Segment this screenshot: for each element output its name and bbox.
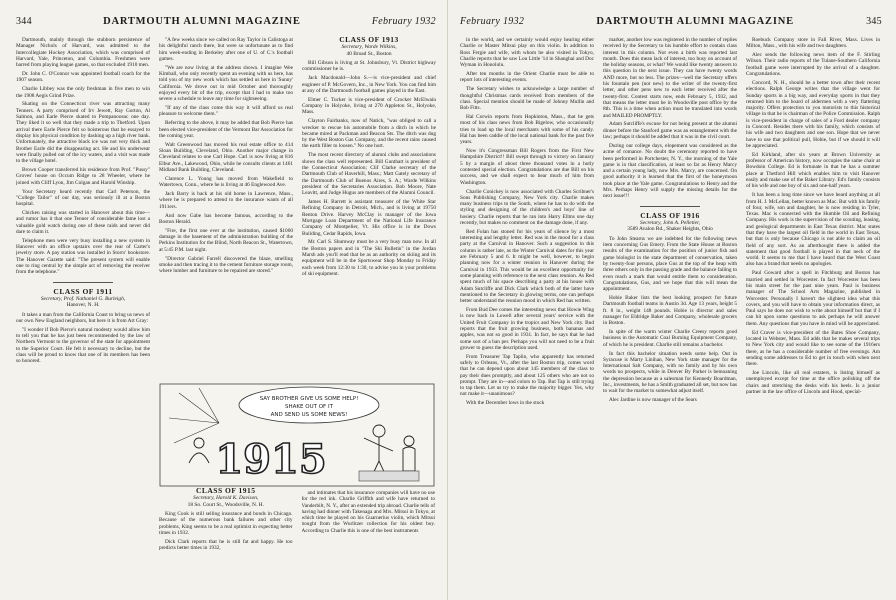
class-1915-cartoon [159,383,435,487]
paragraph: Jack Barry is back at his old home in Lawrence, Mass., where he is prepared to attend to the insurance wants of all 1911ers. [159,191,293,210]
paragraph: Ed Kirkland, after six years at Brown University as professor of American history, now occupies the same chair at Bowdoin College. Ed is fortunate in that he has a summer place at Thetford Hill which enables him to visit Hanover easily and make use of the Baker Library. Ed's family consists of his wife and one boy of six and one-half years. [746,151,880,190]
paragraph: Jack Macdonald—John S.—is vice-president and chief engineer of P. McGovern, Inc., in New York. You can find him at any of the Dartmouth football games played in the East. [302,75,436,94]
paragraph: Charlie Libbey was the only freshman in five men to win the 1908 Aegis Grind Prize. [16,86,150,99]
paragraph: Chicken raising was started in Hanover about this time—and rumor has it that one Tenner of considerable fame lost a valuable gold watch during one of these raids and never did dare to claim it. [16,209,150,235]
page-number: 345 [866,16,882,27]
paragraph: From Bud Dee comes the interesting news that Howie Wing is now back in Lowell after several years' service with the United Fruit Company in the tropics and New York city. Bud reports that the fruit growing business, both bananas and apples, was not so good in 1931. In fact, he says that he had some sort of a ban per. Perhaps you will not need to be a fruit grower to guess the description used. [460,307,594,351]
paragraph: During our college days, elopement was considered as the acme of romance. No doubt the ceremony reported to have been performed in Portchester, N. Y., the morning of the Yale game is in that classification, at least so far as Henry Marcy and a certain young lady, now Mrs. Marcy, are concerned. On good authority it is learned that the first of the honeymoon took place at the Yale game. Congratulations to Henry and the Mrs. Perhaps Henry will supply the missing details for the next issue!!! [603,142,737,200]
paragraph: in the world, and we certainly would enjoy hearing either Charlie or Master Mitsui play on this violin. In addition to Ross Fergie and wife, with whom he also visited in Tokyo, Charlie reports that he saw Lou Little '14 in Shanghai and Doc Wyman in Honolulu. [460,37,594,69]
paragraph: "Fire, the first one ever at the institution, caused $1000 damage in the basement of the administration building of the Perkins Institution for the Blind, North Beacon St., Watertown, at 5:45 P.M. last night. [159,227,293,253]
class-address: Hanover, N. H. [66,302,100,309]
right-column-1 [460,37,594,597]
paragraph: To John Stearns we are indebted for the following news item concerning Gus Emery. From the State House at Boston results of the examination for the position of junior fish and game biologist in the state department of conservation, taken by twenty-four persons, place Gus at the top of the heap with three others only in the passing grade and the balance failing to even reach a mark that would entitle them to consideration. Congratulations, Gus, and we hope that this will mean the appointment. [603,235,737,293]
paragraph: Adam Sutcliffe's excuse for not being present at the alumni dinner before the Stanford game was an entanglement with the law; perhaps it should be added that it was in the civil court. [603,121,737,141]
class-secretary: Secretary, Prof. Nathaniel G. Burleigh, [40,295,126,302]
magazine-title: DARTMOUTH ALUMNI MAGAZINE [103,16,301,27]
paragraph: Charlie Conickey is now associated with Charles Scribner's Sons Publishing Company, New York city. Charlie makes many business trips to the South, where he has to do with the styling and designing of the children's and boys' line of hosiery. Charlie reports that he ran into Harry Ellms one day recently, but makes no comment on the damage done, if any. [460,188,594,226]
paragraph: Dick Clark reports that he is still fat and happy. He too predicts better times in 1932, [159,538,293,552]
paragraph: and intimates that his insurance companies will have no use for the red ink. Charlie Griffith and wife have returned to Vanderbilt, N. Y., after an extended trip abroad. Charlie tells of having had dinner with Takenaga and Mrs. Mitsui in Tokyo, at which time he played on his Guarnerius violin, which Mitsui bought from the Wurlitzer collection for his oldest boy. According to Charlie this is one of the best instruments [301,490,435,534]
paragraph: And now Gabe has become famous, according to the Boston Herald. [159,212,293,225]
paragraph: "Director Gabriel Farrell discovered the blaze, smelling smoke and then tracing it to the cement furniture storage room, where lumber and furniture to be repaired are stored." [159,255,293,275]
class-heading: CLASS OF 1916 [640,210,700,220]
class-address: 40 Broad St., Boston [346,50,392,57]
paragraph: After ten months in the Orient Charlie must be able to report lots of interesting events. [460,71,594,84]
left-column-2 [159,37,293,409]
class-1915-section [159,486,435,600]
issue-date: February 1932 [460,16,525,27]
paragraph: Joe Lincoln, like all real estaters, is listing himself as unemployed except for time at the office polishing off the chairs and stretching the desks with his heels. Is a junior partner in the law office of Lincoln and Hood, special- [746,370,880,395]
class-secretary: Secretary, John A. Pelletier, [640,219,700,226]
paragraph: Elmer C. Tucker is vice-president of Crocker McElwain Company in Holyoke, living at 270 Appleton St., Holyoke, Mass. [302,96,436,116]
paragraph: Ed Craver is vice-president of the Bates Shoe Company, located in Webster, Mass. Ed adds that he makes several trips to New York city and would like to see some of the 1916ers there, as he has a considerable number of free evenings. Am sending some addresses to Ed to get in touch with when next there. [746,329,880,368]
class-heading: CLASS OF 1911 [53,286,113,296]
paragraph: Alec sends the following news item of the F. Stirling Wilson. Their radio reports of the Tulane-Southern California football game were interrupted by the arrival of a daughter. Congratulations. [746,52,880,78]
svg-text:SHAKE OUT OF IT: SHAKE OUT OF IT [285,404,333,410]
paragraph: Hobie Baker lists the best looking prospect for future Dartmouth football teams in Austin 3d. Age 13 years, height 5 ft. 8 in., weight 148 pounds. Hobie is director and sales manager for Eldridge Baker and Company, wholesale grocers in Boston. [603,294,737,327]
right-column-3 [746,37,880,597]
paragraph: Your Secretary heard recently that Carl Peterson, the "College Tailor" of our day, was seriously ill at a Boston hospital. [16,188,150,208]
paragraph: Paul Goward after a spell in Fitchburg and Boston has married and settled in Worcester. In fact Worcester has been his main street for the past nine years. Paul is business manager of The School Arts Magazine, published in Worcester. Personally I haven't the slightest idea what this covers, and you will have to obtain your information direct, as Paul says he does not wish to write about himself but that if I can hit upon some questions to ask perhaps he will answer them. Any questions that you have in mind will be appreciated. [746,270,880,327]
paragraph: Bill Gibson is living at St. Johnsbury, Vt. District highway commissioner he is. [302,60,436,73]
paragraph: Brown Cooper transferred his residence from Prof. "Pussy" Groves' house on Occum Ridge to 28 Wheeler, where he joined with Cliff Lyon, Jim Colgan and Harold Winship. [16,167,150,186]
paragraph: Clarence L. Young has moved from Wakefield to Watertown, Conn., where he is living at 46 Englewood Ave. [159,175,293,189]
paragraph: "I wonder if Bob Pierce's natural modesty would allow him to tell you that he has just been recommended by the law of Northern Vermont to the governor of the state for appointment to the Superior Court. He felt it necessary to decline, but the class will be proud to know that one of its members has been so honored. [16,326,150,365]
paragraph: "If any of the class come this way it will afford us real pleasure to welcome them." [159,105,293,118]
paragraph: Referring to the above, it may be added that Bob Pierce has been elected vice-president of the Vermont Bar Association for the coming year. [159,120,293,139]
svg-text:SAY BROTHER GIVE US SOME HELP!: SAY BROTHER GIVE US SOME HELP! [259,396,359,402]
paragraph: Dr. John C. O'Connor was appointed football coach for the 1907 season. [16,71,150,84]
divider [53,282,113,283]
class-heading: CLASS OF 1915 [195,486,256,495]
paragraph: market, another low was registered in the number of replies received by the Secretary to his humble effort to contain class interest in this column. Not even a birth was reported last month. Does this mean lack of interest, too busy on account of the holiday seasons, or what? We would like twenty answers to this question in the next issue. They can have twenty words AND more, but no less. The prizes—well the Secretary offers his fountain pen (not new) to the writer of the twenty-first letter, and other pens new to each letter received after the twenty-first. Contest starts now, ends February 5, 1932, and that means the letter must be in Woodsville post office by the 8th. This is a time when action must be translated into words and MAILED PROMPTLY. [603,37,737,119]
paragraph: "We are now living at the address shown. I imagine Wee Kimball, who only recently spent an evening with us here, has told you of my new work which has settled us here in 'Sunny' California. We drove out in mid October and thoroughly enjoyed every bit of the trip, except that I had to make too severe a schedule to leave any time for sightseeing. [159,64,293,103]
paragraph: Concord, N. H., should be a better town after their recent elections. Ralph George writes that the village went for Sunday sports in a big way, and everyday sports in that they returned him to the board of aldermen with a very flattering majority. Offers protection to you motorists to this historical village in that he is chairman of the Police Commission. Ralph is vice-president in charge of sales of a Ford dealer company in Concord. Resides there with his family, which consists of his wife and two daughters and one son. Hope that we never have to use that political pull, Hobie, but if we should it will be appreciated. [746,79,880,149]
paragraph: Alec Jardine is now manager of the Sears [609,397,697,404]
paragraph: The most recent directory of alumni clubs and associations shows the class well represented. Bill Gunthart is president of the Connecticut Association; Clif Clarke secretary of the Dartmouth Club of Haverhill, Mass.; Matt Gately secretary of the Dartmouth Club of Buenos Aires, S. A.; Warde Wilkins president of the Secretaries Association. Bob Moore, Nate Leavitt, and Judge Hugus are members of the Alumni Council. [302,152,436,197]
class-address: 3589 Avalon Rd., Shaker Heights, Ohio [627,226,713,233]
right-column-2 [603,37,737,597]
paragraph: Roebuck Company store in Fall River, Mass. Lives in Milton, Mass., with his wife and two daughters. [746,37,880,50]
left-column-3 [302,37,436,409]
magazine-title: DARTMOUTH ALUMNI MAGAZINE [596,16,794,27]
paragraph: Walt Greenwood has moved his real estate office to 414 Sloan Building, Cleveland, Ohio. Another major change in Cleveland relates to one Carl Hope. Carl is now living at 816 Elbur Ave., Lakewood, Ohio, while he consults clients at 1461 Midland Bank Building, Cleveland. [159,141,293,174]
page-header [460,16,882,30]
class-address: 18 So. Court St., Woodsville, N. H. [187,501,264,508]
paragraph: Now it's Congressman Bill Rogers from the First New Hampshire District!! Bill swept through to victory on January 5 by a margin of about three thousand votes in a hotly contested special election. Congratulations are due Bill on his success, and we shall expect to hear much of him from Washington. [460,148,594,186]
issue-date: February 1932 [371,16,436,27]
paragraph: Red Folan has stoned for his years of silence by a most interesting and lengthy letter. Red was in the mood for a class party at the Carnival in Hanover. Such a suggestion in this column is rather late, as the Winter Carnival dates for this year are February 5 and 6. It might be well, however, to begin planning now for a winter reunion in Hanover during the Carnival in 1933. This would be an excellent opportunity for some planning with reference to the next class reunion. As Red spent much of his space describing a party at his house with Adam Sutcliffe and Dick Clark which both of the latter have mentioned to the Secretary in glowing terms, one can perhaps better understand the reunion mood in which Red has written. [460,228,594,305]
page-number: 344 [16,16,32,27]
left-column-1 [16,37,150,597]
paragraph: In fact this bachelor situation needs some help. Out in Syracuse is Marty Linihan, New York state manager for the International Salt Company, with no family and by his own words no prospects, while in Denver By Parker is bemoaning the depression because as a salesman for Kennedy Boardman, Inc., investments, he has a Smith graduated all set, but now has to wait for the market to somewhat adjust itself. [603,350,737,395]
paragraph: Dartmouth, mainly through the stubborn persistence of Manager Nichols of Harvard, was admitted to the Intercollegiate Hockey Association, which was comprised of Harvard, Yale, Princeton, and Columbia. Freshmen were barred from playing league games, so that excluded 1910 men. [16,37,150,69]
class-heading: CLASS OF 1913 [339,37,399,44]
right-page [448,0,896,600]
cartoon-illustration [159,383,435,487]
paragraph: Mr. Carl S. Shumway must be a very busy man now. In all the Boston papers and in "The Ski Bulletin" in the Jordan Marsh ads you'll read that he as an authority on skiing and its equipment will be in the Sportswear Shop Monday to Friday each week from 12:30 to 1:30, to advise you in your problems of ski equipment. [302,239,436,277]
page-header [16,16,436,30]
paragraph: James H. Barrett is assistant treasurer of the White Star Refining Company in Detroit, Mich., and is living at 19750 Renton Drive. Harvey McClay is manager of the Iowa Mortgage Loan Department of the National Life Insurance Company of Montpelier, Vt. His office is in the Dows Building, Cedar Rapids, Iowa. [302,199,436,237]
paragraph: Clayton Fairbanks, now of Natick, "was obliged to call a wrecker to rescue his automobile from a ditch in which he became mired at Packman and Beacon Sts. The ditch was dug by the West Boston Gas Company, and the recent rains caused the earth filler to loosen." No one hurt. [302,118,436,150]
class-1915-column-1 [159,486,293,596]
paragraph: It has been a long time since we have heard anything at all from H. J. McLellan, better known as Mac. But with his family of four, wife, son and daughter, he is now residing in Tyler, Texas. Mac is connected with the Humble Oil and Refining Company. His work is the supervision of the scouting, leasing, and geological departments in East Texas district. Mac states that they have the largest oil field in the world in East Texas, but that is only because Chicago is not able to claim an oil field of any sort. As an afterthought there is added the statement that good football is played in that neck of the world. It seems to me that I have heard that the West Coast also has a brand that needs no apologies. [746,192,880,268]
paragraph: It takes a man from the California Coast to bring us news of our own New England neighbors, but here it is from Art Gray: [16,311,150,324]
paragraph: With the December lows in the stock [466,400,545,407]
svg-text:AND SEND US SOME NEWS!: AND SEND US SOME NEWS! [270,412,348,418]
paragraph: Hal Corwin reports from Hopkinton, Mass., that he gets most of his class news from Bob Bigelow, who occasionally tries to load up the local merchants with some of his candy. Hal has been caddie of the local national bank for the past five years. [460,114,594,146]
paragraph: "A few weeks since we called on Ray Taylor in Calistoga at his delightful ranch there, but were so unfortunate as to find him week-ending in Berkeley after one of U. of C.'s football games. [159,37,293,62]
divider [640,206,700,207]
class-1915-column-2 [302,486,436,600]
right-columns [460,37,882,597]
class-secretary: Secretary, Harold K. Davison, [193,495,259,502]
paragraph: Telephone men were very busy installing a new system in Hanover with an office upstairs over the rear of Carter's jewelry store. A pay station was installed in Storrs' bookstore. The Hanover Gazette said: "The present system will enable one to ring central by the simple act of removing the receiver from the telephone." [16,237,150,276]
svg-text:1915: 1915 [215,436,327,483]
paragraph: King Cook is still selling insurance and bonds in Chicago. Because of the numerous bank failures and other city problems, King seems to be a real optimist in expecting better times in 1932. [159,511,293,536]
paragraph: The Secretary wishes to acknowledge a large number of thoughtful Christmas cards received from members of the class. Special mention should be made of Johnny Mullin and Bob Fitts. [460,86,594,112]
paragraph: From Treasurer Tap Taplin, who apparently has returned safely to Orleans, Vt., after the last Boston trip, comes word that he can depend upon about 145 members of the class to pay their dues promptly, and about 125 others who are not so prompt. They are in—and colors to Tap. But Tap is still trying to tap them. Let us try to make the majority bigger. Yes, why not make it—unanimous? [460,353,594,398]
class-secretary: Secretary, Warde Wilkins, [341,44,397,51]
paragraph: Skating on the Connecticut river was attracting many Tenners. A party comprised of Irv Jewett, Ray Gorton, Al Salmon, and Earle Pierce skated to Pompanoosuc one day. They liked it so well that they made a trip to Thetford. Upon arrival there Earle Pierce felt so boisterous that he essayed to display his physical condition by dashing up a high river bank. Unfortunately, the attractive black ice was not very thick and Brother Earle did the disappearing act. He and his underwear were finally pulled out of the icy waters, and a visit was made to the village hotel. [16,101,150,165]
paragraph: In spite of the warm winter Charlie Creesy reports good business in the Automatic Coal Burning Equipment Company, of which he is president. Charlie still remains a bachelor. [603,329,737,348]
